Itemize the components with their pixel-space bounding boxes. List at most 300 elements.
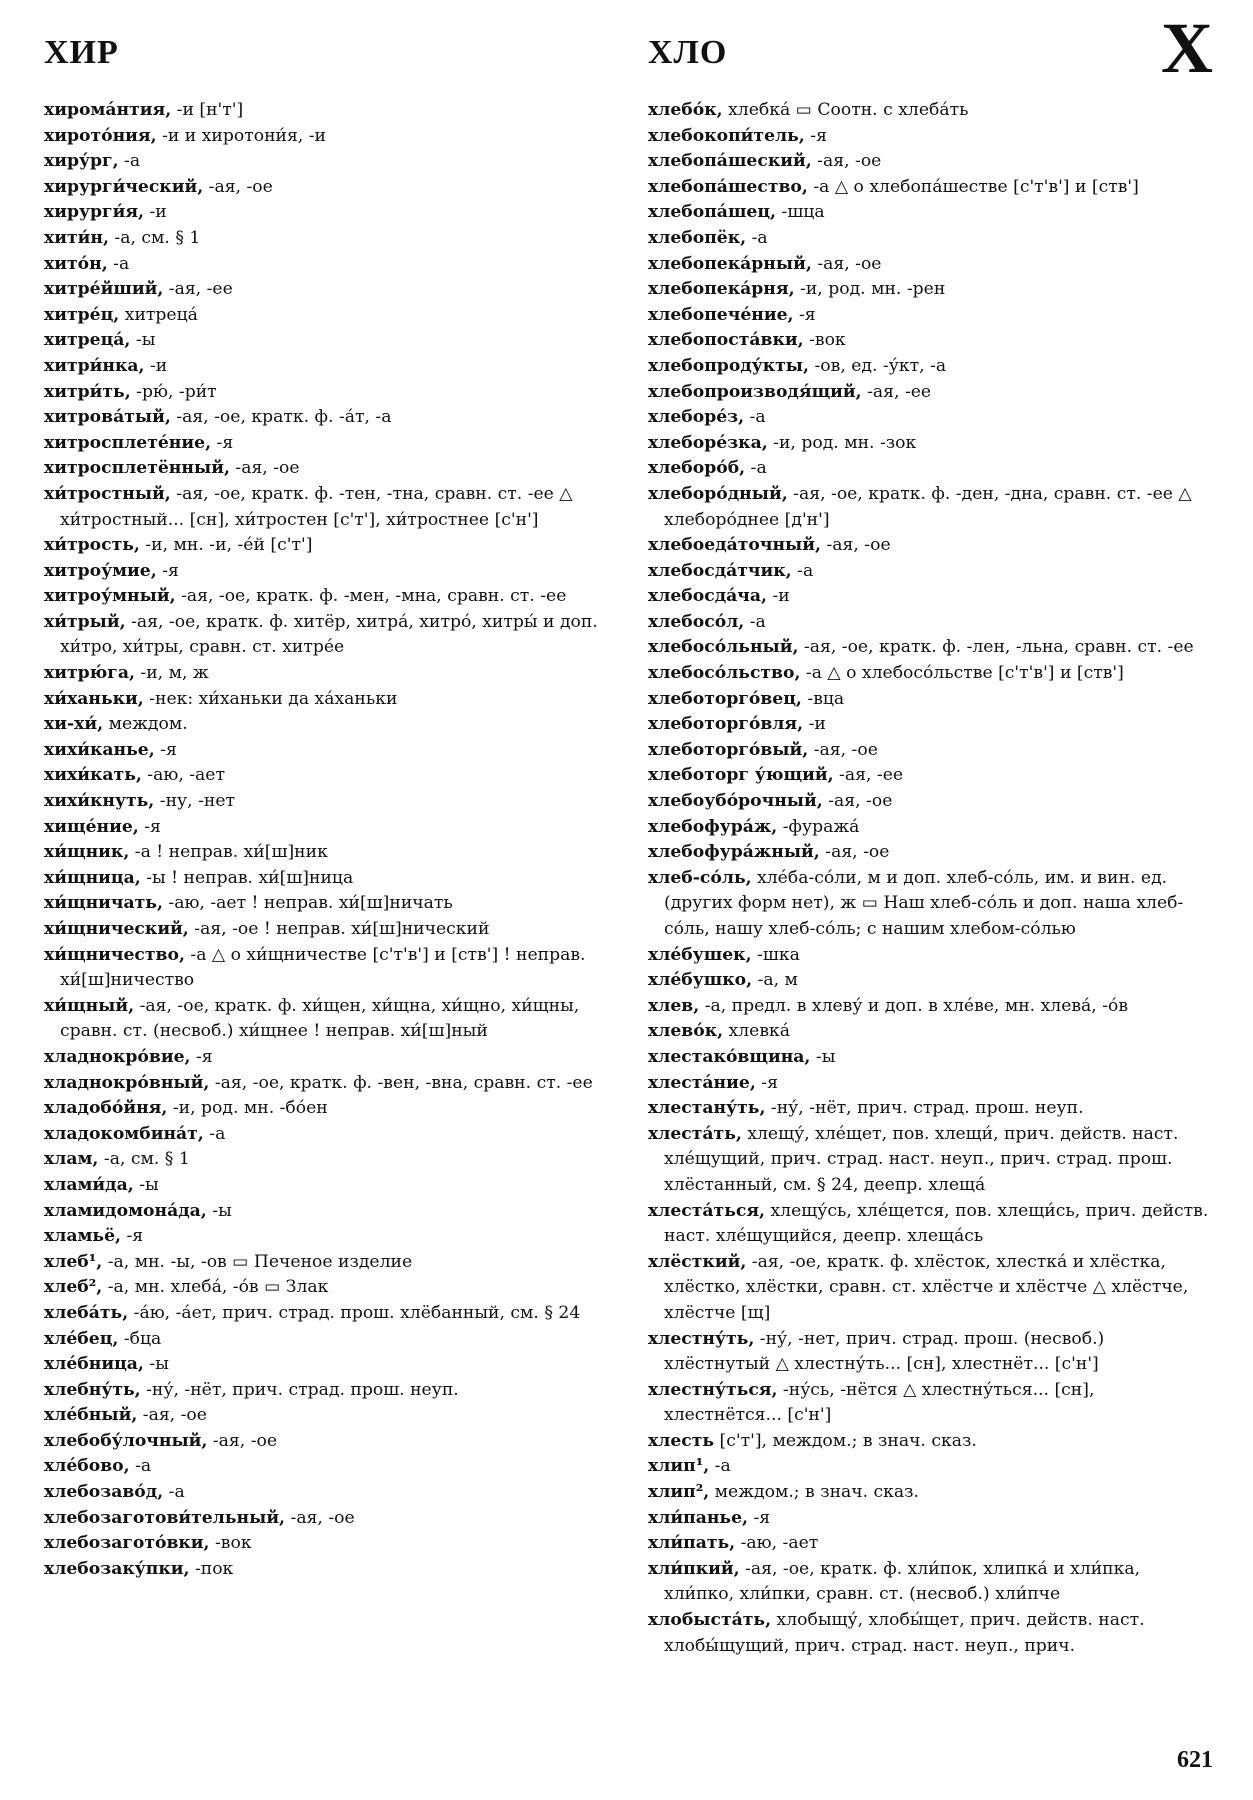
entry-definition: -рю́, -ри́т	[130, 381, 217, 402]
entry-headword: хитрю́га,	[44, 663, 135, 684]
entry-definition: -я	[793, 304, 816, 325]
entry-definition: -а △ о хлебосо́льстве [с'т'в'] и [ств']	[800, 663, 1124, 684]
dictionary-entry	[44, 303, 614, 329]
right-guide-word: ХЛО	[648, 34, 728, 71]
entry-headword: хлебопёк,	[648, 227, 747, 248]
dictionary-entry	[44, 840, 614, 866]
entry-definition: -ая, -ое, кратк. ф. -тен, -тна, сравн. ст. -ее △ хи́тростный... [сн], хи́тростен [с'т'], хи́тростнее [с'н']	[60, 483, 573, 530]
dictionary-entry	[648, 1019, 1214, 1045]
entry-definition: -ну́, -нет, прич. страд. прош. (несвоб.) хлёстнутый △ хлестну́ть... [сн], хлестнёт... [с'н']	[664, 1328, 1105, 1375]
dictionary-entry	[44, 1250, 614, 1276]
dictionary-entry	[44, 1173, 614, 1199]
dictionary-entry	[648, 1071, 1214, 1097]
dictionary-entry	[648, 533, 1214, 559]
entry-definition: -ы	[133, 1174, 159, 1195]
dictionary-entry	[648, 456, 1214, 482]
entry-headword: хлево́к,	[648, 1021, 724, 1042]
right-column	[648, 98, 1214, 1659]
entry-headword: хли́пать,	[648, 1533, 736, 1554]
entry-definition: -ы	[810, 1046, 836, 1067]
dictionary-entry	[648, 354, 1214, 380]
entry-headword: хирурги́ческий,	[44, 176, 204, 197]
entry-definition: -я	[211, 432, 234, 453]
entry-headword: хлеборо́б,	[648, 458, 746, 479]
entry-definition: -я	[154, 739, 177, 760]
entry-headword: хлебофура́ж,	[648, 816, 778, 837]
entry-headword: хлеборéз,	[648, 407, 745, 428]
entry-headword: хладнокро́вный,	[44, 1072, 210, 1093]
dictionary-entry	[648, 1506, 1214, 1532]
entry-headword: хитре́йший,	[44, 279, 164, 300]
entry-headword: хлеботорго́вля,	[648, 714, 804, 735]
dictionary-entry	[648, 226, 1214, 252]
entry-definition: -а	[745, 458, 767, 479]
entry-definition: -ая, -ое	[819, 842, 890, 863]
entry-definition: -а	[744, 611, 766, 632]
entry-definition: -фуража́	[777, 816, 860, 837]
dictionary-entry	[44, 277, 614, 303]
entry-definition: -и	[144, 355, 168, 376]
entry-definition: -и, м, ж	[134, 663, 209, 684]
entry-definition: -ы	[143, 1354, 169, 1375]
entry-definition: -аю, -ает	[141, 765, 225, 786]
entry-headword: хлестако́вщина,	[648, 1046, 811, 1067]
dictionary-entry	[648, 763, 1214, 789]
entry-headword: хлебозаку́пки,	[44, 1558, 190, 1579]
dictionary-entry	[648, 1327, 1214, 1378]
entry-definition: -и, род. мн. -рен	[794, 279, 946, 300]
dictionary-entry	[648, 149, 1214, 175]
dictionary-entry	[44, 712, 614, 738]
entry-headword: хладокомбина́т,	[44, 1123, 204, 1144]
entry-definition: -ая, -ое	[822, 791, 893, 812]
entry-definition: -а	[107, 253, 130, 274]
entry-headword: хитреца́,	[44, 330, 131, 351]
dictionary-entry	[44, 252, 614, 278]
dictionary-entry	[44, 1429, 614, 1455]
entry-definition: -ая, -ое	[811, 253, 882, 274]
entry-definition: -я	[156, 560, 179, 581]
entry-headword: хлéбово,	[44, 1456, 130, 1477]
entry-headword: хлеб-со́ль,	[648, 867, 752, 888]
dictionary-entry	[44, 994, 614, 1045]
left-column	[44, 98, 614, 1582]
dictionary-entry	[44, 354, 614, 380]
entry-headword: хлебозаготови́тельный,	[44, 1507, 286, 1528]
dictionary-entry	[648, 968, 1214, 994]
entry-definition: -а △ о хлебопа́шестве [с'т'в'] и [ств']	[807, 176, 1139, 197]
dictionary-entry	[648, 789, 1214, 815]
entry-headword: хлебоеда́точный,	[648, 535, 821, 556]
entry-headword: хлебосо́льство,	[648, 663, 801, 684]
entry-definition: -ая, -ое, кратк. ф. хи́щен, хи́щна, хи́щно, хи́щны, сравн. ст. (несвоб.) хи́щнее ! неправ. хи́[ш]ный	[60, 995, 580, 1042]
dictionary-entry	[44, 98, 614, 124]
dictionary-entry	[648, 943, 1214, 969]
entry-headword: хлебозаво́д,	[44, 1482, 164, 1503]
dictionary-entry	[44, 661, 614, 687]
entry-headword: хлебосо́л,	[648, 611, 745, 632]
entry-definition: -и, род. мн. -зок	[767, 432, 917, 453]
entry-definition: -а, мн. -ы, -ов ▭ Печеное изделие	[102, 1251, 413, 1272]
entry-headword: хитри́нка,	[44, 355, 145, 376]
dictionary-entry	[44, 584, 614, 610]
dictionary-entry	[648, 175, 1214, 201]
entry-headword: хлестану́ть,	[648, 1098, 766, 1119]
dictionary-entry	[44, 431, 614, 457]
entry-headword: хи́щнический,	[44, 919, 189, 939]
entry-definition: -аю, -ает ! неправ. хи́[ш]ничать	[162, 893, 453, 914]
entry-definition: хлебка́ ▭ Соотн. с хлеба́ть	[722, 100, 969, 120]
entry-headword: хлебосда́тчик,	[648, 560, 792, 581]
entry-headword: хлестну́ться,	[648, 1379, 778, 1400]
entry-definition: -бца	[118, 1328, 162, 1349]
entry-headword: хлéбница,	[44, 1354, 144, 1375]
entry-headword: хихи́канье,	[44, 739, 155, 760]
entry-definition: -ну, -нет	[154, 791, 236, 812]
dictionary-entry	[648, 559, 1214, 585]
entry-headword: хлебоубо́рочный,	[648, 791, 823, 812]
entry-headword: хламьё,	[44, 1226, 122, 1247]
entry-headword: хлебокопи́тель,	[648, 125, 805, 146]
dictionary-entry	[44, 328, 614, 354]
entry-definition: -я	[121, 1226, 144, 1247]
entry-definition: -ая, -ее	[833, 765, 904, 786]
dictionary-entry	[44, 456, 614, 482]
dictionary-entry	[44, 175, 614, 201]
entry-definition: -ы	[206, 1200, 232, 1221]
dictionary-entry	[44, 1122, 614, 1148]
entry-headword: хирурги́я,	[44, 202, 144, 223]
entry-headword: хлебозагото́вки,	[44, 1533, 210, 1554]
entry-headword: хлéбушек,	[648, 944, 752, 965]
dictionary-entry	[648, 687, 1214, 713]
dictionary-entry	[648, 431, 1214, 457]
entry-headword: хихи́кать,	[44, 765, 142, 786]
dictionary-entry	[648, 1045, 1214, 1071]
entry-headword: хлип²,	[648, 1482, 710, 1503]
entry-headword: хихи́кнуть,	[44, 791, 155, 812]
entry-definition: -ну́сь, -нётся △ хлестну́ться... [сн], хлестнётся... [с'н']	[664, 1379, 1095, 1426]
entry-definition: -а	[129, 1456, 152, 1477]
entry-headword: хитросплетéние,	[44, 432, 212, 453]
entry-headword: хлестáние,	[648, 1072, 756, 1093]
entry-definition: хлевка́	[723, 1021, 791, 1042]
dictionary-entry	[648, 584, 1214, 610]
entry-definition: хитреца́	[119, 304, 198, 325]
dictionary-entry	[44, 1480, 614, 1506]
dictionary-entry	[44, 200, 614, 226]
entry-headword: хлеборéзка,	[648, 432, 768, 453]
entry-definition: -я	[190, 1046, 213, 1067]
dictionary-entry	[44, 1199, 614, 1225]
entry-definition: -я	[138, 816, 161, 837]
entry-definition: -шка	[751, 944, 800, 965]
dictionary-entry	[648, 840, 1214, 866]
entry-headword: хлами́да,	[44, 1174, 134, 1195]
entry-definition: -ая, -ое	[207, 1430, 278, 1451]
entry-headword: хладобо́йня,	[44, 1098, 168, 1119]
entry-definition: -и [н'т']	[171, 100, 244, 120]
entry-definition: -и, род. мн. -бо́ен	[167, 1098, 328, 1119]
entry-headword: хлебопроду́кты,	[648, 355, 810, 376]
dictionary-entry	[648, 124, 1214, 150]
dictionary-entry	[44, 738, 614, 764]
entry-headword: хитрова́тый,	[44, 407, 171, 428]
entry-headword: хли́панье,	[648, 1507, 748, 1528]
entry-definition: -шца	[776, 202, 825, 223]
dictionary-entry	[648, 815, 1214, 841]
entry-headword: хлебопа́шеский,	[648, 151, 812, 172]
dictionary-entry	[648, 1454, 1214, 1480]
entry-definition: междом.; в знач. сказ.	[709, 1482, 920, 1503]
entry-definition: -ая, -ое, кратк. ф. -ден, -дна, сравн. ст. -ее △ хлеборо́днее [д'н']	[664, 483, 1192, 530]
dictionary-entry	[44, 559, 614, 585]
entry-definition: -а	[791, 560, 814, 581]
entry-headword: хлебопа́шество,	[648, 176, 808, 197]
dictionary-entry	[44, 891, 614, 917]
entry-headword: хитроу́мие,	[44, 560, 157, 581]
dictionary-entry	[44, 149, 614, 175]
entry-definition: -ая, -ое	[811, 151, 882, 172]
entry-definition: -а, см. § 1	[98, 1149, 190, 1170]
dictionary-entry	[648, 1199, 1214, 1250]
entry-headword: хлесть	[648, 1430, 715, 1451]
entry-headword: хлеботорго́вец,	[648, 688, 802, 709]
dictionary-entry	[648, 1480, 1214, 1506]
entry-definition: -ая, -ое	[285, 1507, 355, 1528]
dictionary-entry	[44, 1147, 614, 1173]
dictionary-entry	[44, 687, 614, 713]
entry-definition: -а, предл. в хлеву́ и доп. в хлéве, мн. хлева́, -о́в	[699, 995, 1129, 1016]
entry-definition: -ая, -ое, кратк. ф. хлёсток, хлестка́ и хлёстка, хлёстко, хлёстки, сравн. ст. хлёстче и хлёстче △ хлёстче, хлёстче [щ]	[664, 1251, 1189, 1323]
dictionary-entry	[648, 994, 1214, 1020]
entry-headword: хлебобу́лочный,	[44, 1430, 208, 1451]
dictionary-entry	[648, 1557, 1214, 1608]
entry-headword: хлéбный,	[44, 1405, 138, 1426]
entry-definition: -ая, -ое, кратк. ф. -вен, -вна, сравн. ст. -ее	[209, 1072, 593, 1093]
entry-definition: -а	[118, 151, 141, 172]
entry-headword: хладнокро́вие,	[44, 1046, 191, 1067]
entry-headword: хирото́ния,	[44, 125, 157, 146]
entry-definition: -а, мн. хлеба́, -о́в ▭ Злак	[102, 1277, 329, 1298]
entry-headword: хлебопоста́вки,	[648, 330, 804, 351]
page-number: 621	[1177, 1747, 1213, 1773]
dictionary-entry	[648, 635, 1214, 661]
left-guide-word: ХИР	[44, 34, 119, 71]
dictionary-entry	[44, 1301, 614, 1327]
entry-definition: -ну́, -нёт, прич. страд. прош. неуп.	[765, 1098, 1084, 1119]
entry-definition: -ая, -ое	[821, 535, 891, 556]
entry-headword: хлебопа́шец,	[648, 202, 777, 223]
entry-headword: хлебопека́рный,	[648, 253, 812, 274]
entry-definition: -и	[803, 714, 826, 735]
dictionary-entry	[648, 380, 1214, 406]
dictionary-entry	[44, 226, 614, 252]
entry-definition: -пок	[189, 1558, 234, 1579]
entry-headword: хитросплетённый,	[44, 458, 230, 479]
entry-headword: хлам,	[44, 1149, 99, 1170]
entry-headword: хи́щничать,	[44, 893, 163, 914]
entry-headword: хитре́ц,	[44, 304, 120, 325]
entry-headword: хлебо́к,	[648, 100, 723, 120]
entry-headword: хлеборо́дный,	[648, 483, 788, 504]
entry-definition: -а △ о хи́щничестве [с'т'в'] и [ств'] ! неправ. хи́[ш]ничество	[60, 944, 586, 991]
dictionary-entry	[648, 482, 1214, 533]
entry-definition: -а	[203, 1123, 226, 1144]
dictionary-entry	[44, 1352, 614, 1378]
dictionary-entry	[44, 1454, 614, 1480]
dictionary-entry	[648, 1608, 1214, 1659]
entry-headword: хли́пкий,	[648, 1558, 740, 1579]
entry-headword: хлéбец,	[44, 1328, 119, 1349]
entry-definition: -а́ю, -а́ет, прич. страд. прош. хлёбанный, см. § 24	[128, 1302, 581, 1323]
dictionary-entry	[648, 866, 1214, 943]
dictionary-entry	[44, 1096, 614, 1122]
entry-headword: хи́трость,	[44, 535, 140, 556]
entry-definition: хлобыщу́, хлобы́щет, прич. действ. наст. хлобы́щущий, прич. страд. наст. неуп., прич.	[664, 1610, 1145, 1656]
entry-definition: [с'т'], междом.; в знач. сказ.	[714, 1430, 977, 1451]
entry-headword: хлебопека́рня,	[648, 279, 795, 300]
entry-definition: -ая, -ое	[203, 176, 273, 197]
entry-headword: хлебосо́льный,	[648, 637, 799, 658]
dictionary-entry	[648, 661, 1214, 687]
dictionary-entry	[44, 1071, 614, 1097]
entry-headword: хиромáнтия,	[44, 100, 172, 120]
dictionary-entry	[44, 1378, 614, 1404]
entry-definition: -ая, -ое	[229, 458, 300, 479]
dictionary-entry	[44, 1403, 614, 1429]
entry-headword: хи́тростный,	[44, 483, 171, 504]
dictionary-entry	[648, 328, 1214, 354]
entry-headword: хлебопечéние,	[648, 304, 794, 325]
entry-headword: хлеста́ть,	[648, 1123, 742, 1144]
dictionary-entry	[648, 303, 1214, 329]
dictionary-entry	[44, 380, 614, 406]
entry-headword: хи́ханьки,	[44, 688, 144, 709]
entry-definition: -я	[804, 125, 827, 146]
entry-definition: -ая, -ое	[808, 739, 878, 760]
entry-definition: -вок	[209, 1533, 252, 1554]
entry-headword: хлеб²,	[44, 1277, 103, 1298]
entry-definition: хлещу́сь, хлéщется, пов. хлещи́сь, прич. действ. наст. хлéщущийся, деепр. хлеща́сь	[664, 1200, 1209, 1247]
dictionary-entry	[648, 1250, 1214, 1327]
entry-definition: -ая, -ое, кратк. ф. хли́пок, хлипка́ и хли́пка, хли́пко, хли́пки, сравн. ст. (несвоб.) хли́пче	[664, 1558, 1141, 1605]
dictionary-entry	[648, 1378, 1214, 1429]
entry-headword: хлебофура́жный,	[648, 842, 820, 863]
entry-headword: хлебопроизводя́щий,	[648, 381, 862, 402]
dictionary-entry	[44, 763, 614, 789]
dictionary-entry	[648, 405, 1214, 431]
entry-definition: -я	[748, 1507, 771, 1528]
entry-headword: хитри́ть,	[44, 381, 131, 402]
entry-definition: -нек: хи́ханьки да ха́ханьки	[143, 688, 398, 709]
entry-headword: хлип¹,	[648, 1456, 710, 1477]
entry-definition: -ну́, -нёт, прич. страд. прош. неуп.	[140, 1379, 459, 1400]
entry-headword: хи́щница,	[44, 867, 141, 888]
entry-definition: -ая, -ое, кратк. ф. -лен, -льна, сравн. ст. -ее	[798, 637, 1194, 658]
dictionary-entry	[44, 533, 614, 559]
dictionary-entry	[44, 1506, 614, 1532]
entry-definition: -ая, -ое, кратк. ф. хитёр, хитра́, хитро́, хитры́ и доп. хи́тро, хи́тры, сравн. ст. хитрéе	[60, 611, 598, 658]
entry-headword: хити́н,	[44, 227, 109, 248]
dictionary-entry	[44, 866, 614, 892]
entry-headword: хлебосда́ча,	[648, 586, 767, 607]
dictionary-entry	[648, 738, 1214, 764]
dictionary-entry	[648, 1531, 1214, 1557]
entry-headword: хлеботорго́вый,	[648, 739, 809, 760]
dictionary-entry	[648, 1096, 1214, 1122]
entry-definition: -вок	[803, 330, 846, 351]
dictionary-entry	[44, 943, 614, 994]
entry-headword: хлéбушко,	[648, 970, 753, 991]
entry-definition: -ая, -ее	[163, 279, 233, 300]
entry-headword: хи-хи́,	[44, 714, 104, 735]
entry-definition: хлещу́, хлéщет, пов. хлещи́, прич. действ. наст. хлéщущий, прич. страд. наст. неуп., прич. страд. прош. хлёстанный, см. § 24, деепр. хлеща́	[664, 1123, 1179, 1195]
entry-definition: -а	[746, 227, 768, 248]
entry-definition: -а ! неправ. хи́[ш]ник	[129, 842, 328, 863]
entry-definition: -и и хиротони́я, -и	[156, 125, 327, 146]
entry-headword: хламидомона́да,	[44, 1200, 207, 1221]
entry-definition: -ая, -ое	[137, 1405, 207, 1426]
entry-definition: -и	[144, 202, 167, 223]
entry-definition: -ая, -ее	[861, 381, 932, 402]
entry-definition: -я	[755, 1072, 778, 1093]
entry-definition: -аю, -ает	[735, 1533, 819, 1554]
entry-definition: -ая, -ое, кратк. ф. -мен, -мна, сравн. ст. -ее	[175, 586, 567, 607]
dictionary-entry	[44, 124, 614, 150]
dictionary-entry	[44, 1327, 614, 1353]
dictionary-entry	[648, 1429, 1214, 1455]
entry-definition: -а, м	[752, 970, 798, 991]
entry-headword: хлестну́ть,	[648, 1328, 755, 1349]
entry-definition: -а	[163, 1482, 185, 1503]
entry-definition: -ов, ед. -у́кт, -а	[809, 355, 947, 376]
dictionary-entry	[648, 200, 1214, 226]
dictionary-entry	[44, 1275, 614, 1301]
entry-headword: хито́н,	[44, 253, 108, 274]
dictionary-entry	[648, 252, 1214, 278]
dictionary-entry	[44, 482, 614, 533]
entry-definition: -вца	[801, 688, 845, 709]
entry-definition: -ы ! неправ. хи́[ш]ница	[140, 867, 354, 888]
entry-definition: -а	[709, 1456, 731, 1477]
entry-definition: -и	[767, 586, 790, 607]
entry-headword: хи́щник,	[44, 842, 130, 863]
entry-definition: хлéба-со́ли, м и доп. хлеб-со́ль, им. и вин. ед. (других форм нет), ж ▭ Наш хлеб-со́ль и доп. наша хлеб-со́ль, нашу хлеб-со́ль; с нашим хлебом-со́лью	[664, 867, 1184, 939]
entry-definition: -ая, -ое ! неправ. хи́[ш]нический	[188, 919, 490, 939]
dictionary-entry	[44, 1045, 614, 1071]
section-letter: Х	[1161, 8, 1213, 88]
entry-headword: хищéние,	[44, 816, 139, 837]
dictionary-entry	[648, 610, 1214, 636]
entry-headword: хлеб¹,	[44, 1251, 103, 1272]
dictionary-entry	[44, 917, 614, 943]
entry-headword: хи́щничество,	[44, 944, 185, 965]
dictionary-entry	[648, 98, 1214, 124]
entry-headword: хи́щный,	[44, 995, 135, 1016]
entry-headword: хлев,	[648, 995, 700, 1016]
dictionary-entry	[44, 1531, 614, 1557]
entry-definition: междом.	[103, 714, 188, 735]
entry-definition: -а	[744, 407, 766, 428]
dictionary-entry	[44, 1557, 614, 1583]
entry-headword: хлеба́ть,	[44, 1302, 129, 1323]
dictionary-entry	[44, 610, 614, 661]
entry-headword: хлеботорг у́ющий,	[648, 765, 834, 786]
entry-headword: хи́трый,	[44, 611, 126, 632]
entry-headword: хлебну́ть,	[44, 1379, 141, 1400]
dictionary-entry	[44, 405, 614, 431]
